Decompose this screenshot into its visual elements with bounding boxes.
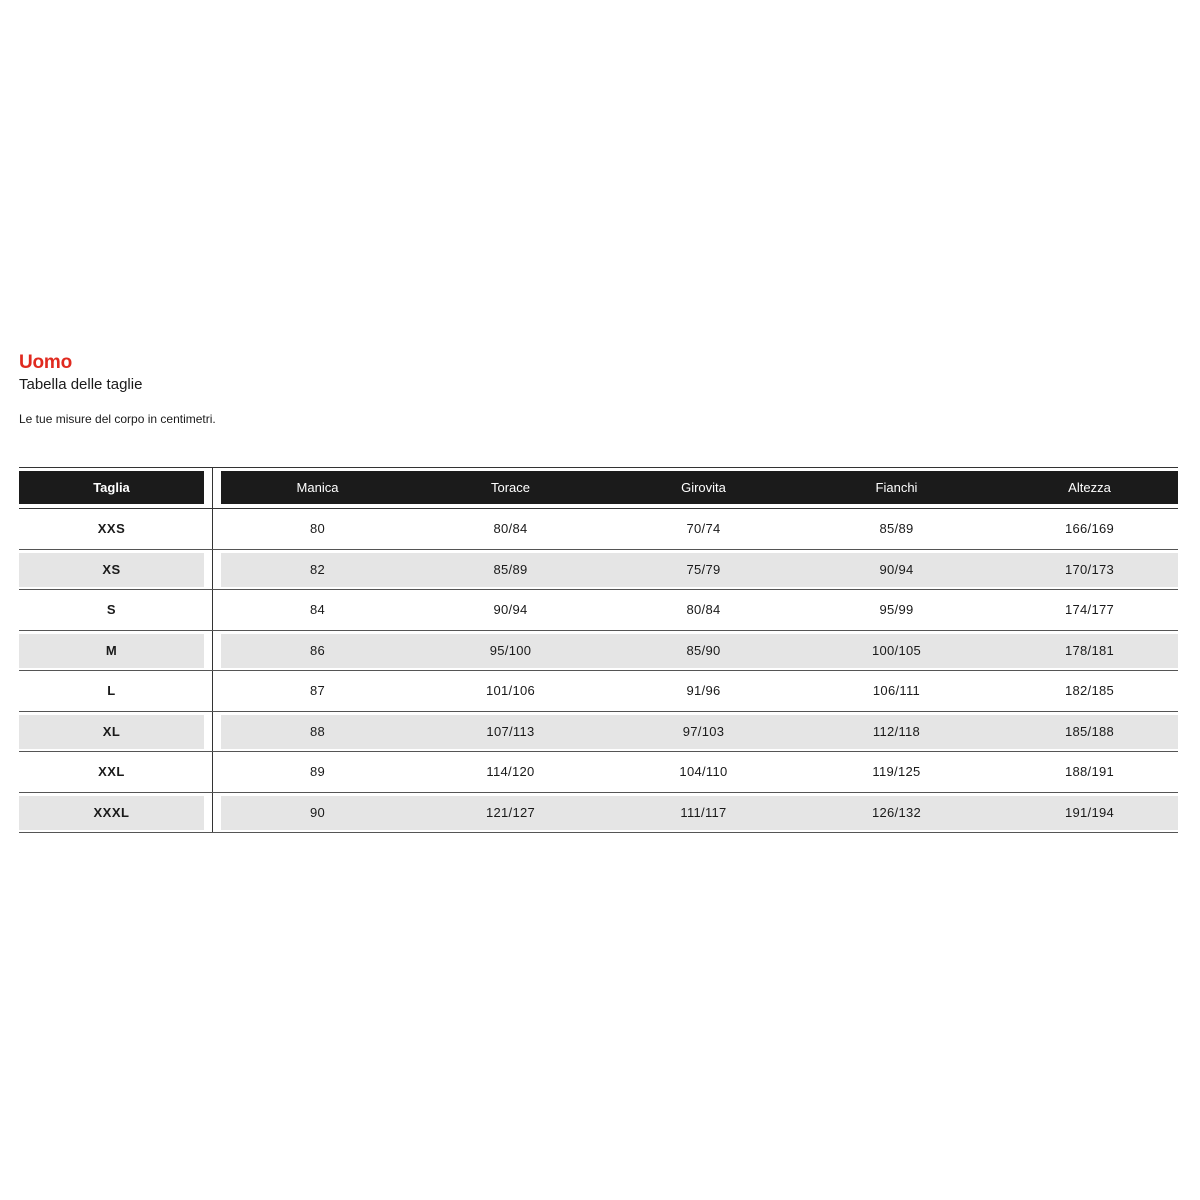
altezza-value: 185/188 [1064, 723, 1115, 739]
manica-value: 80 [309, 521, 326, 536]
size-label: XXL [98, 764, 125, 779]
table-row [19, 590, 1178, 631]
altezza-value: 191/194 [1064, 804, 1115, 820]
table-row [19, 550, 1178, 591]
fianchi-value: 95/99 [879, 602, 914, 617]
girovita-value: 75/79 [686, 561, 721, 577]
altezza-value: 188/191 [1064, 764, 1115, 779]
manica-value: 88 [309, 723, 326, 739]
altezza-value: 170/173 [1064, 561, 1115, 577]
size-label: XXXL [93, 804, 130, 820]
manica-value: 89 [309, 764, 326, 779]
torace-value: 95/100 [489, 642, 532, 658]
size-label: M [105, 642, 118, 658]
size-label: XXS [97, 521, 126, 536]
table-row [19, 752, 1178, 793]
header-measurements [221, 471, 1178, 504]
header-taglia: Taglia [19, 471, 204, 504]
row-rule [19, 832, 1178, 833]
size-label: S [106, 602, 117, 617]
manica-value: 84 [309, 602, 326, 617]
fianchi-value: 112/118 [872, 723, 921, 739]
table-row [19, 509, 1178, 550]
table-row [19, 793, 1178, 834]
page-subtitle: Tabella delle taglie [19, 376, 143, 393]
header-fianchi: Fianchi [875, 480, 918, 495]
girovita-value: 111/117 [680, 804, 727, 820]
torace-value: 107/113 [486, 723, 535, 739]
torace-value: 114/120 [486, 764, 535, 779]
altezza-value: 182/185 [1064, 683, 1115, 698]
fianchi-value: 100/105 [871, 642, 922, 658]
page-title: Uomo [19, 352, 73, 373]
header-altezza: Altezza [1068, 480, 1111, 495]
header-manica: Manica [296, 480, 339, 495]
torace-value: 90/94 [493, 602, 528, 617]
fianchi-value: 90/94 [879, 561, 914, 577]
manica-value: 87 [309, 683, 326, 698]
altezza-value: 178/181 [1064, 642, 1115, 658]
girovita-value: 97/103 [682, 723, 725, 739]
manica-value: 86 [309, 642, 326, 658]
torace-value: 121/127 [485, 804, 536, 820]
torace-value: 80/84 [493, 521, 528, 536]
table-row [19, 631, 1178, 672]
girovita-value: 91/96 [686, 683, 721, 698]
fianchi-value: 126/132 [871, 804, 922, 820]
size-label: L [107, 683, 116, 698]
girovita-value: 70/74 [686, 521, 721, 536]
table-top-rule [19, 467, 1178, 468]
measurement-note: Le tue misure del corpo in centimetri. [19, 412, 216, 426]
altezza-value: 174/177 [1064, 602, 1115, 617]
torace-value: 101/106 [485, 683, 536, 698]
manica-value: 90 [309, 804, 326, 820]
size-label: XL [102, 723, 121, 739]
girovita-value: 80/84 [686, 602, 721, 617]
manica-value: 82 [309, 561, 326, 577]
table-header-row [19, 471, 1178, 504]
size-label: XS [102, 561, 121, 577]
altezza-value: 166/169 [1064, 521, 1115, 536]
fianchi-value: 85/89 [879, 521, 914, 536]
torace-value: 85/89 [493, 561, 528, 577]
header-torace: Torace [490, 480, 531, 495]
header-girovita: Girovita [681, 480, 726, 495]
girovita-value: 85/90 [686, 642, 721, 658]
table-row [19, 671, 1178, 712]
girovita-value: 104/110 [679, 764, 728, 779]
fianchi-value: 106/111 [872, 683, 921, 698]
fianchi-value: 119/125 [872, 764, 921, 779]
table-row [19, 712, 1178, 753]
